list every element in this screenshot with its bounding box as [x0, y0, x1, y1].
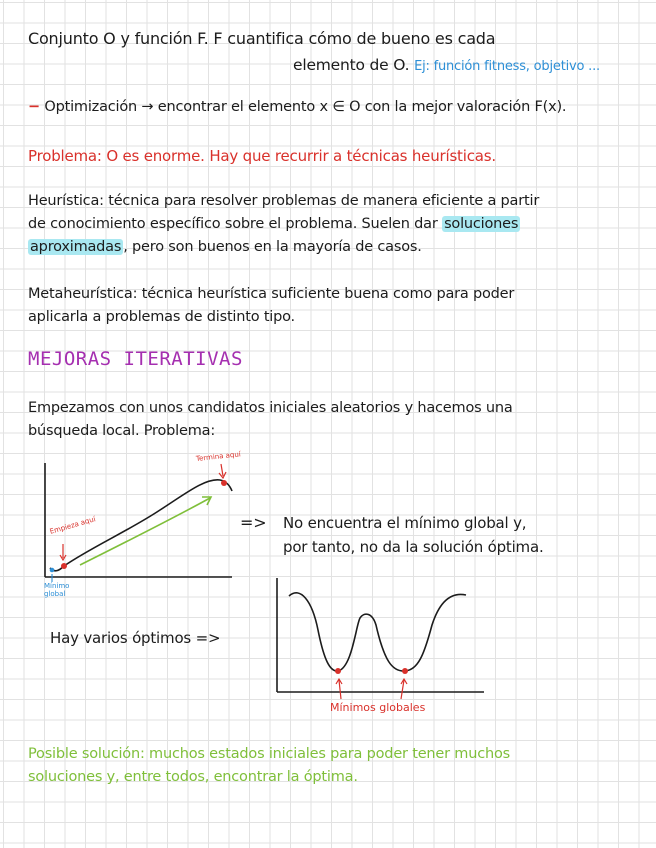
- global-minima-label: Mínimos globales: [330, 701, 426, 714]
- end-label: Termina aquí: [195, 450, 242, 463]
- start-point: [61, 563, 67, 569]
- global-minimum-point: [50, 568, 55, 573]
- optimization-dash: −: [28, 99, 40, 115]
- definition-line-2-main: elemento de O.: [293, 56, 410, 74]
- end-pointer: [221, 464, 223, 476]
- optimization-text: Optimización → encontrar el elemento x ∈ O con la mejor valoración F(x).: [44, 99, 567, 115]
- global-minimum-left: [335, 668, 341, 674]
- solution-line-2: soluciones y, entre todos, encontrar la óptima.: [28, 769, 358, 785]
- highlight-soluciones: soluciones: [444, 216, 519, 232]
- end-point: [221, 480, 227, 486]
- conclusion-line-1: No encuentra el mínimo global y,: [283, 514, 527, 532]
- conclusion-line-2: por tanto, no da la solución óptima.: [283, 538, 544, 556]
- global-minimum-label: Mínimo global: [44, 582, 70, 598]
- iterative-line-1: Empezamos con unos candidatos iniciales aleatorios y hacemos una: [28, 400, 513, 416]
- heuristic-line-3-text: , pero son buenos en la mayoría de casos.: [123, 239, 422, 255]
- highlight-aproximadas: aproximadas: [30, 239, 122, 255]
- start-label: Empieza aquí: [48, 515, 97, 536]
- metaheuristic-line-1: Metaheurística: técnica heurística suficiente buena como para poder: [28, 286, 515, 302]
- solution-line-1: Posible solución: muchos estados iniciales para poder tener muchos: [28, 746, 510, 762]
- several-optima-text: Hay varios óptimos =>: [50, 629, 221, 647]
- implication-arrow: =>: [240, 513, 267, 532]
- improvement-arrow: [80, 498, 210, 565]
- metaheuristic-line-2: aplicarla a problemas de distinto tipo.: [28, 309, 295, 325]
- heuristic-line-1: Heurística: técnica para resolver problemas de manera eficiente a partir: [28, 193, 540, 209]
- heuristic-line-2-text: de conocimiento específico sobre el problema. Suelen dar: [28, 216, 438, 232]
- diagram2-curve: [289, 593, 466, 671]
- global-minimum-right: [402, 668, 408, 674]
- iterative-line-2: búsqueda local. Problema:: [28, 423, 216, 439]
- problem-line: Problema: O es enorme. Hay que recurrir a técnicas heurísticas.: [28, 147, 496, 165]
- definition-line-1: Conjunto O y función F. F cuantifica cómo de bueno es cada: [28, 29, 496, 48]
- definition-example: Ej: función fitness, objetivo ...: [414, 59, 600, 74]
- section-heading: MEJORAS ITERATIVAS: [28, 348, 243, 370]
